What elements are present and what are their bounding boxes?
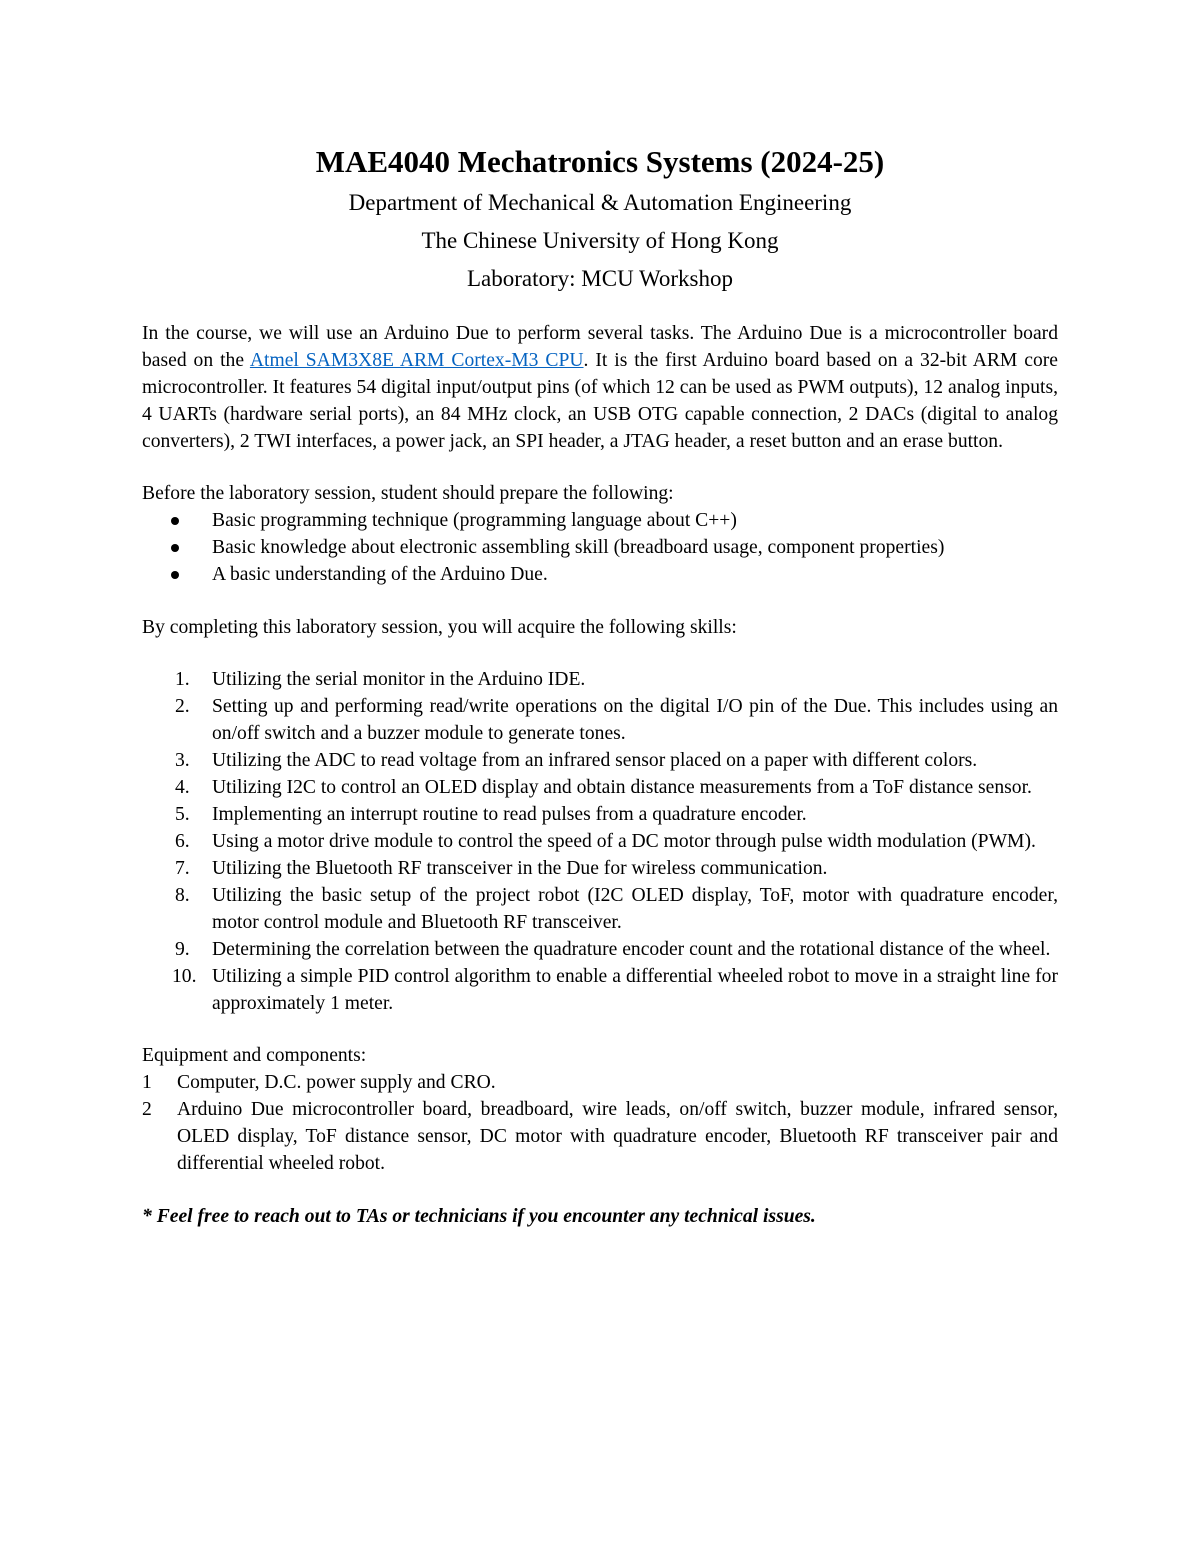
skills-heading: By completing this laboratory session, you will acquire the following skills: (142, 617, 737, 638)
bullet-icon (171, 517, 179, 525)
department-line: Department of Mechanical & Automation Engineering (348, 190, 852, 215)
list-item-text: Utilizing I2C to control an OLED display and obtain distance measurements from a ToF distance sensor. (212, 777, 1032, 798)
list-number: 7. (175, 858, 190, 879)
list-item (175, 855, 1058, 882)
list-item-text: A basic understanding of the Arduino Due. (212, 564, 548, 585)
list-item (212, 507, 1058, 534)
list-item-text: Basic knowledge about electronic assembling skill (breadboard usage, component properties) (212, 537, 945, 558)
lab-title-line: Laboratory: MCU Workshop (466, 266, 734, 291)
document-page (142, 140, 1058, 1250)
list-item (175, 936, 1058, 963)
equipment-list (142, 1069, 1058, 1177)
list-item-text: Setting up and performing read/write operations on the digital I/O pin of the Due. This includes using an on/off switch and a buzzer module to generate tones. (212, 696, 1058, 744)
bullet-icon (171, 571, 179, 579)
preparation-heading: Before the laboratory session, student should prepare the following: (142, 483, 674, 504)
list-item (175, 666, 1058, 693)
list-number: 2. (175, 696, 190, 717)
list-item (175, 774, 1058, 801)
bullet-icon (171, 544, 179, 552)
university-line: The Chinese University of Hong Kong (421, 228, 779, 253)
list-number: 5. (175, 804, 190, 825)
list-number: 1 (142, 1072, 152, 1093)
list-item-text: Arduino Due microcontroller board, breadboard, wire leads, on/off switch, buzzer module, infrared sensor, OLED display, ToF distance sensor, DC motor with quadrature encoder, Bluetooth RF transceiver pair and differential wheeled robot. (177, 1099, 1058, 1174)
list-item-text: Computer, D.C. power supply and CRO. (177, 1072, 496, 1093)
list-item-text: Implementing an interrupt routine to read pulses from a quadrature encoder. (212, 804, 807, 825)
list-item (212, 534, 1058, 561)
list-item-text: Utilizing the serial monitor in the Arduino IDE. (212, 669, 586, 690)
list-item-text: Determining the correlation between the quadrature encoder count and the rotational distance of the wheel. (212, 939, 1051, 960)
help-note: * Feel free to reach out to TAs or technicians if you encounter any technical issues. (142, 1206, 816, 1227)
list-number: 2 (142, 1099, 152, 1120)
intro-text-part2: . It is the first Arduino board based on a 32-bit ARM core microcontroller. It features 54 digital input/output pins (of which 12 can be used as PWM outputs), 12 analog inputs, 4 UARTs (hardware serial ports), an 84 MHz clock, an USB OTG capable connection, 2 DACs (digital to analog converters), 2 TWI interfaces, a power jack, an SPI header, a JTAG header, a reset button and an erase button. (142, 350, 1058, 452)
list-item-text: Utilizing the basic setup of the project robot (I2C OLED display, ToF, motor with quadrature encoder, motor control module and Bluetooth RF transceiver. (212, 885, 1058, 933)
list-number: 1. (175, 669, 190, 690)
list-number: 9. (175, 939, 190, 960)
list-item-text: Utilizing the ADC to read voltage from an infrared sensor placed on a paper with different colors. (212, 750, 978, 771)
list-number: 3. (175, 750, 190, 771)
intro-paragraph (142, 320, 1058, 455)
list-item (142, 1069, 1058, 1096)
list-item (175, 747, 1058, 774)
list-item (175, 828, 1058, 855)
skills-list (142, 666, 1058, 1017)
list-number: 6. (175, 831, 190, 852)
list-item-text: Basic programming technique (programming language about C++) (212, 510, 737, 531)
equipment-heading: Equipment and components: (142, 1045, 367, 1066)
list-number: 4. (175, 777, 190, 798)
intro-text-part1: In the course, we will use an Arduino Due to perform several tasks. The Arduino Due is a microcontroller board based on the (142, 323, 1058, 371)
list-item-text: Utilizing a simple PID control algorithm to enable a differential wheeled robot to move in a straight line for approximately 1 meter. (212, 966, 1058, 1014)
list-item (175, 693, 1058, 747)
cpu-datasheet-link[interactable]: Atmel SAM3X8E ARM Cortex-M3 CPU (249, 350, 584, 371)
list-number: 8. (175, 885, 190, 906)
list-item (172, 963, 1058, 1017)
list-item (142, 1096, 1058, 1177)
list-item (175, 882, 1058, 936)
list-item (212, 561, 1058, 588)
preparation-list (142, 507, 1058, 588)
list-item-text: Using a motor drive module to control the speed of a DC motor through pulse width modulation (PWM). (212, 831, 1036, 852)
list-number: 10. (172, 966, 197, 987)
document-title: MAE4040 Mechatronics Systems (2024-25) (315, 144, 885, 179)
list-item (175, 801, 1058, 828)
list-item-text: Utilizing the Bluetooth RF transceiver in the Due for wireless communication. (212, 858, 828, 879)
document-subtitle-block (142, 184, 1058, 298)
